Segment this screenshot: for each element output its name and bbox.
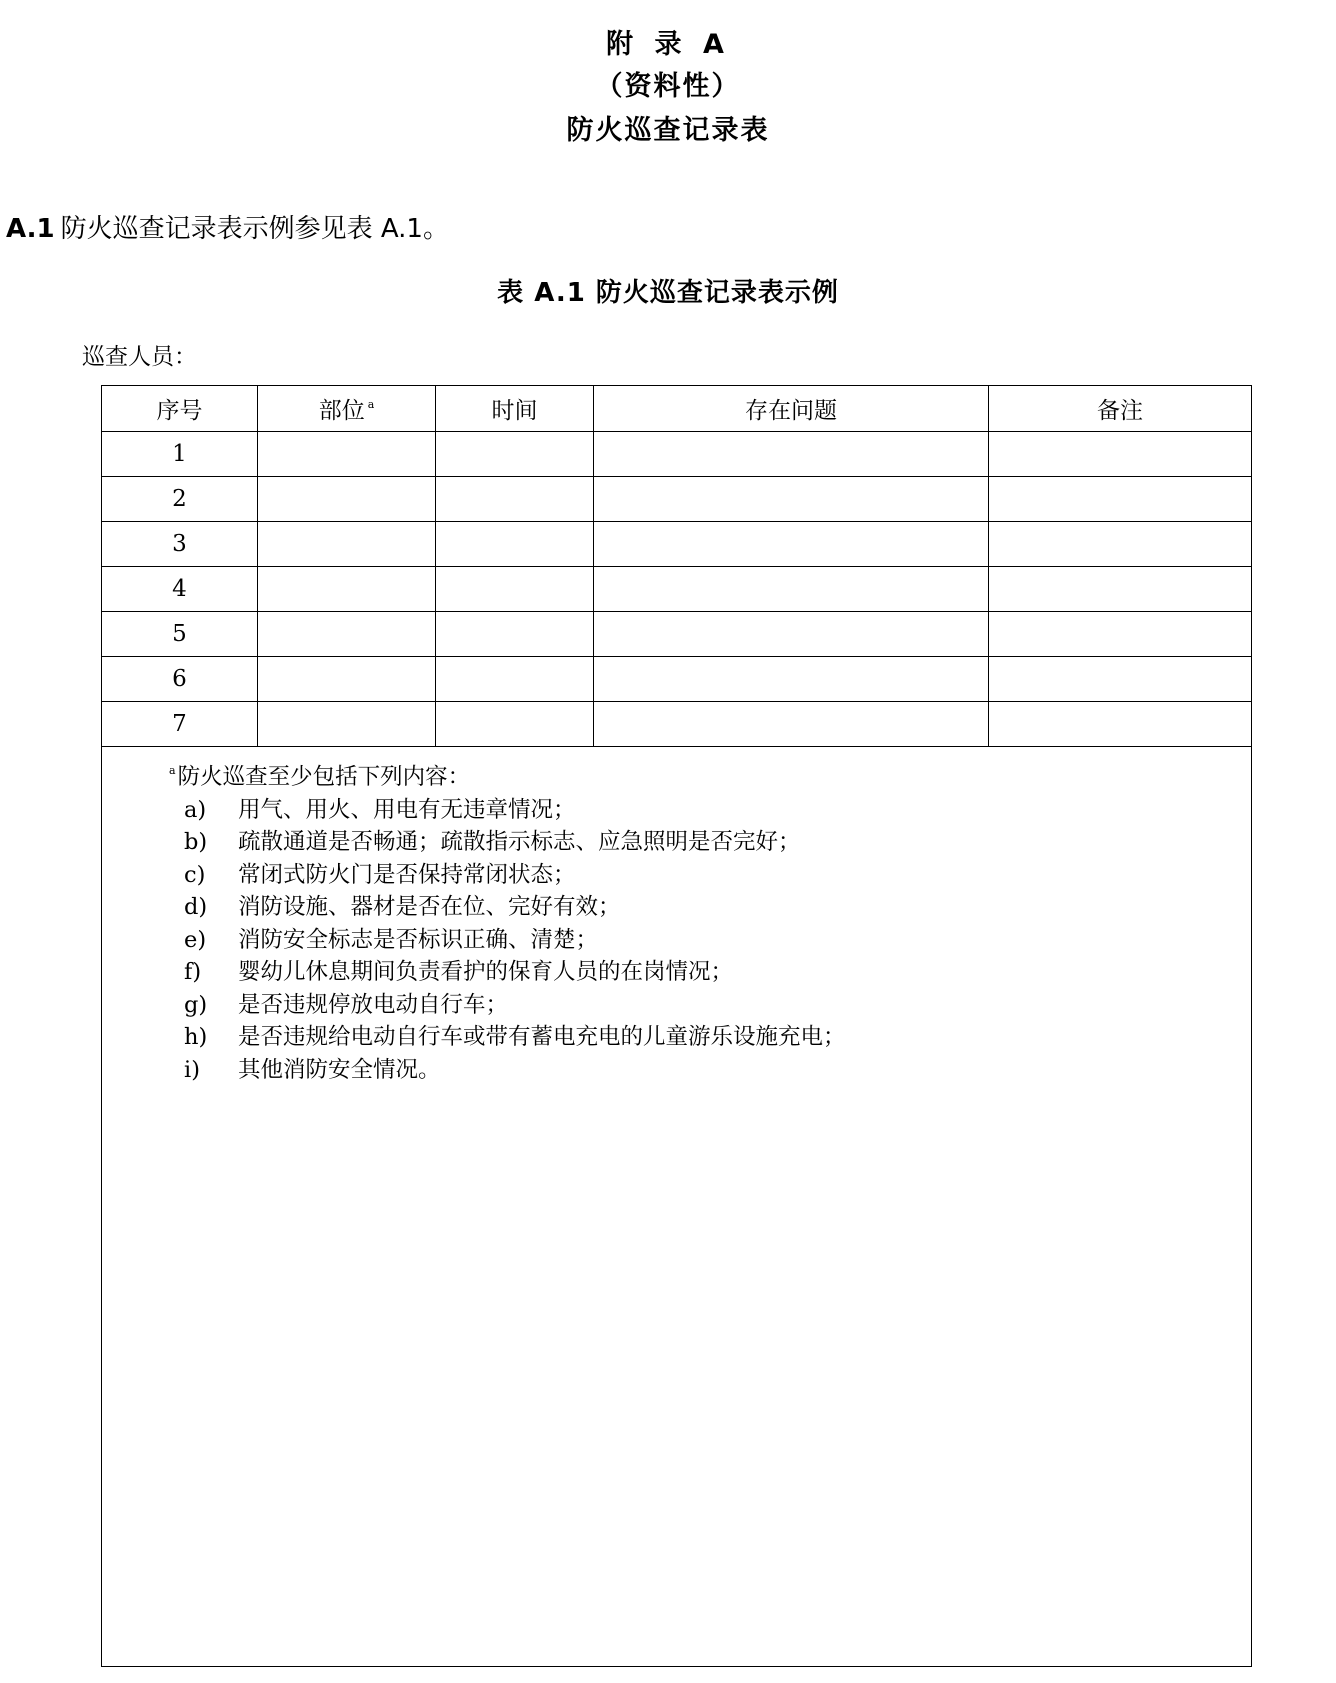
cell-issues[interactable]	[594, 567, 989, 612]
list-item	[166, 859, 1251, 892]
footnote-cell	[102, 747, 1252, 1667]
list-item	[166, 826, 1251, 859]
list-item	[166, 924, 1251, 957]
appendix-label: 附 录 A	[606, 29, 730, 60]
list-item-label: c)	[184, 861, 206, 888]
cell-issues[interactable]	[594, 657, 989, 702]
list-item-text: 用气、用火、用电有无违章情况；	[238, 796, 576, 823]
list-item-label: e)	[184, 926, 207, 953]
list-item-label: g)	[184, 991, 208, 1018]
list-item-text: 常闭式防火门是否保持常闭状态；	[238, 861, 576, 888]
cell-remarks[interactable]	[989, 522, 1252, 567]
row-seq: 2	[102, 477, 258, 522]
row-seq: 7	[102, 702, 258, 747]
cell-time[interactable]	[436, 567, 594, 612]
list-item-text: 疏散通道是否畅通；疏散指示标志、应急照明是否完好；	[238, 829, 801, 855]
cell-time[interactable]	[436, 477, 594, 522]
row-seq: 4	[102, 567, 258, 612]
header-time: 时间	[436, 386, 594, 432]
list-item-text: 消防安全标志是否标识正确、清楚；	[238, 926, 599, 953]
header-remarks: 备注	[989, 386, 1252, 432]
header-location-label: 部位	[318, 398, 365, 424]
cell-location[interactable]	[258, 522, 436, 567]
cell-time[interactable]	[436, 657, 594, 702]
cell-time[interactable]	[436, 612, 594, 657]
clause-a1	[6, 208, 449, 245]
table-caption: 表 A.1 防火巡查记录表示例	[497, 278, 839, 308]
cell-time[interactable]	[436, 432, 594, 477]
table-row	[102, 522, 1252, 567]
cell-location[interactable]	[258, 477, 436, 522]
cell-remarks[interactable]	[989, 432, 1252, 477]
header-footnote-mark: a	[367, 398, 375, 411]
list-item	[166, 956, 1251, 989]
list-item-text: 是否违规给电动自行车或带有蓄电充电的儿童游乐设施充电；	[238, 1024, 846, 1050]
table-row	[102, 612, 1252, 657]
inspector-label: 巡查人员：	[82, 344, 197, 370]
cell-location[interactable]	[258, 612, 436, 657]
cell-remarks[interactable]	[989, 612, 1252, 657]
appendix-type: （资料性）	[595, 71, 741, 102]
table-row	[102, 432, 1252, 477]
table-row	[102, 702, 1252, 747]
list-item-text: 是否违规停放电动自行车；	[238, 991, 509, 1018]
list-item-label: d)	[184, 894, 208, 920]
cell-issues[interactable]	[594, 612, 989, 657]
patrol-record-table	[101, 385, 1252, 1667]
clause-number: A.1	[6, 214, 55, 244]
header-issues: 存在问题	[594, 386, 989, 432]
table-row	[102, 477, 1252, 522]
cell-remarks[interactable]	[989, 702, 1252, 747]
footnote	[102, 747, 1251, 1086]
cell-location[interactable]	[258, 567, 436, 612]
list-item-label: a)	[184, 796, 207, 823]
list-item-label: b)	[184, 829, 208, 855]
cell-location[interactable]	[258, 432, 436, 477]
list-item	[166, 989, 1251, 1022]
footnote-mark: a	[169, 764, 176, 777]
appendix-title: 防火巡查记录表	[566, 115, 770, 146]
list-item-text: 其他消防安全情况。	[238, 1056, 441, 1083]
cell-time[interactable]	[436, 522, 594, 567]
cell-remarks[interactable]	[989, 477, 1252, 522]
cell-issues[interactable]	[594, 522, 989, 567]
list-item	[166, 891, 1251, 924]
cell-issues[interactable]	[594, 432, 989, 477]
table-header-row	[102, 386, 1252, 432]
list-item-label: i)	[184, 1056, 200, 1083]
list-item-text: 消防设施、器材是否在位、完好有效；	[238, 894, 621, 920]
clause-text: 防火巡查记录表示例参见表 A.1。	[60, 214, 449, 244]
row-seq: 1	[102, 432, 258, 477]
footnote-intro-text: 防火巡查至少包括下列内容：	[177, 764, 471, 790]
cell-issues[interactable]	[594, 702, 989, 747]
cell-location[interactable]	[258, 702, 436, 747]
list-item	[166, 794, 1251, 827]
list-item	[166, 1054, 1251, 1087]
cell-remarks[interactable]	[989, 567, 1252, 612]
table-row	[102, 567, 1252, 612]
footnote-row	[102, 747, 1252, 1667]
list-item-label: h)	[184, 1024, 208, 1050]
list-item-label: f)	[184, 959, 202, 985]
cell-time[interactable]	[436, 702, 594, 747]
header-location	[258, 386, 436, 432]
list-item	[166, 1021, 1251, 1054]
cell-remarks[interactable]	[989, 657, 1252, 702]
header-seq: 序号	[102, 386, 258, 432]
footnote-intro	[166, 755, 1251, 794]
list-item-text: 婴幼儿休息期间负责看护的保育人员的在岗情况；	[238, 959, 734, 985]
cell-issues[interactable]	[594, 477, 989, 522]
cell-location[interactable]	[258, 657, 436, 702]
row-seq: 3	[102, 522, 258, 567]
row-seq: 6	[102, 657, 258, 702]
row-seq: 5	[102, 612, 258, 657]
table-row	[102, 657, 1252, 702]
